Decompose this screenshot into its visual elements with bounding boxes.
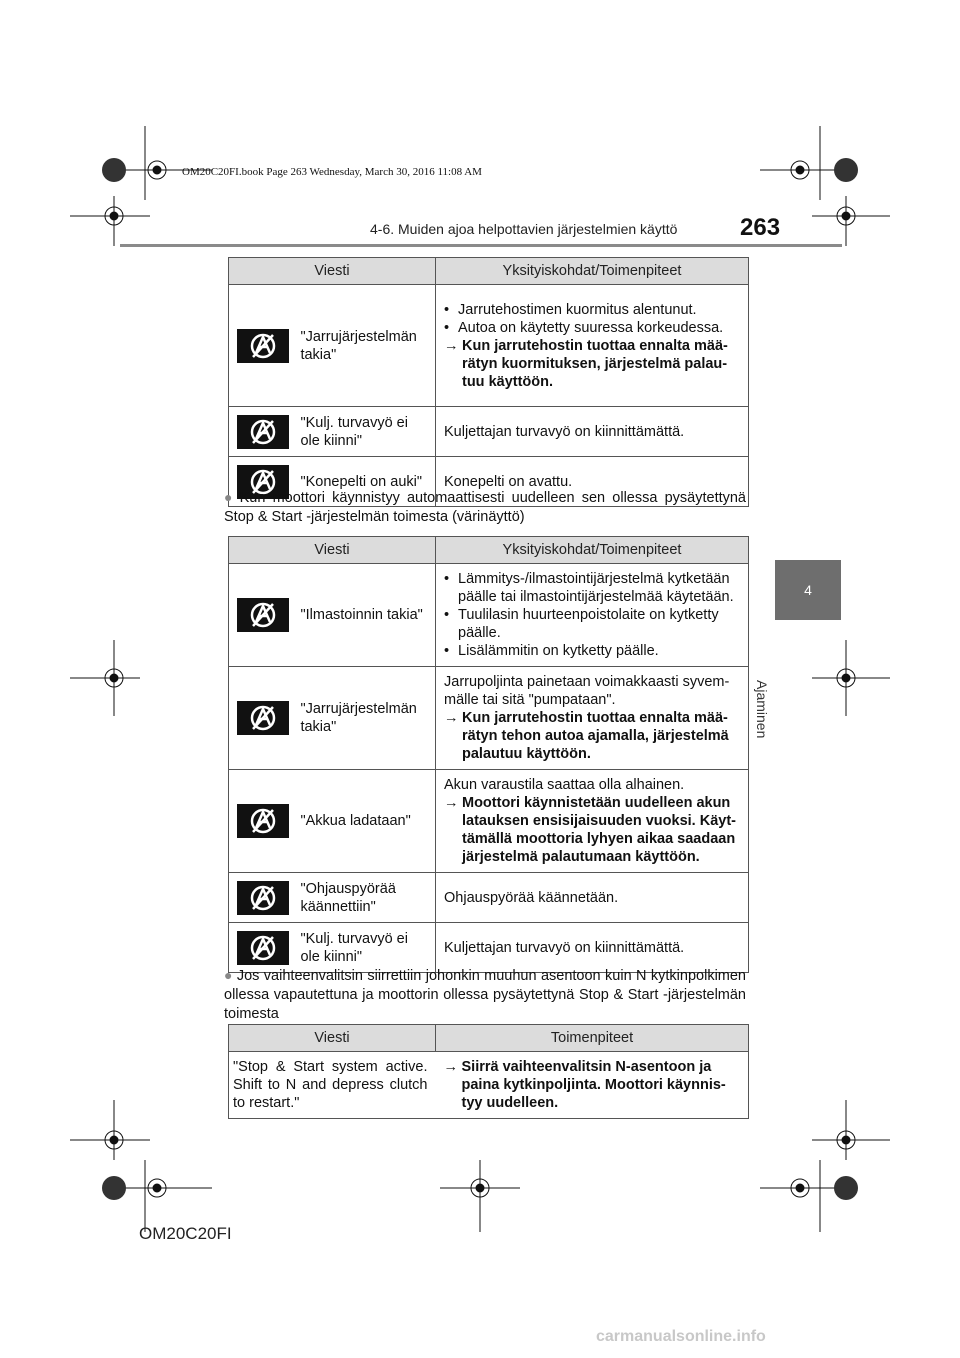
stop-start-warning-icon	[237, 415, 289, 449]
table-row	[229, 667, 749, 770]
message-text: "Jarrujärjestelmän takia"	[300, 667, 435, 770]
table-row	[229, 923, 749, 973]
list-item: • Lisälämmitin on kytketty päälle.	[444, 643, 659, 659]
action-item: → Kun jarrutehostin tuottaa ennalta määrätyn tehon autoa ajamalla, järjestelmä palautuu käyttöön.	[444, 710, 729, 762]
chapter-tab: 4	[775, 560, 841, 620]
message-table-3	[228, 1024, 749, 1119]
action-item: → Moottori käynnistetään uudelleen akun latauksen ensisijaisuuden vuoksi. Käyttämällä moottoria lyhyen aikaa saadaan järjestelmä palautumaan käyttöön.	[444, 795, 736, 865]
detail-text: Kuljettajan turvavyö on kiinnittämättä.	[436, 923, 749, 973]
message-text: "Ohjauspyörää käännettiin"	[300, 873, 435, 923]
table-row	[229, 770, 749, 873]
page-number: 263	[740, 214, 781, 241]
paragraph-intro-1: ● Kun moottori käynnistyy automaattisesti uudelleen sen ollessa pysäytettynä Stop & Start -järjestelmän toimesta (värinäyttö)	[224, 489, 746, 525]
table-row	[229, 873, 749, 923]
section-title: 4-6. Muiden ajoa helpottavien järjestelmien käyttö	[370, 221, 678, 237]
table-header-row	[229, 537, 749, 564]
column-header-message: Viesti	[229, 537, 436, 564]
column-header-message: Viesti	[229, 258, 436, 285]
footer-code: OM20C20FI	[139, 1224, 232, 1243]
bullet-dot-icon: ●	[224, 967, 233, 983]
message-table-1	[228, 257, 749, 507]
stop-start-warning-icon	[237, 804, 289, 838]
list-item: • Jarrutehostimen kuormitus alentunut.	[444, 301, 697, 318]
header-rule	[120, 244, 842, 247]
table-header-row	[229, 258, 749, 285]
action-item: → Kun jarrutehostin tuottaa ennalta määrätyn kuormituksen, järjestelmä palautuu käyttöön.	[444, 337, 728, 390]
table-row	[229, 407, 749, 457]
stop-start-warning-icon	[237, 598, 289, 632]
list-item: • Lämmitys-/ilmastointijärjestelmä kytketään päälle tai ilmastointijärjestelmää käytetään.	[444, 571, 734, 605]
table-row	[229, 285, 749, 407]
stop-start-warning-icon	[237, 931, 289, 965]
column-header-details: Yksityiskohdat/Toimenpiteet	[436, 258, 749, 285]
list-item: • Tuulilasin huurteenpoistolaite on kytketty päälle.	[444, 607, 719, 641]
message-text: "Kulj. turvavyö ei ole kiinni"	[300, 923, 435, 973]
chapter-label	[754, 650, 810, 739]
stop-start-warning-icon	[237, 701, 289, 735]
stop-start-warning-icon	[237, 329, 289, 363]
message-text: "Jarrujärjestelmän takia"	[300, 285, 435, 407]
detail-text: Konepelti on avattu.	[436, 457, 749, 507]
message-text: "Stop & Start system active. Shift to N and depress clutch to restart."	[229, 1052, 436, 1119]
table-header-row	[229, 1025, 749, 1052]
action-item: → Siirrä vaihteenvalitsin N-asentoon ja paina kytkinpoljinta. Moottori käynnistyy uudelleen.	[443, 1059, 726, 1111]
message-text: "Ilmastoinnin takia"	[300, 564, 435, 667]
column-header-details: Yksityiskohdat/Toimenpiteet	[436, 537, 749, 564]
list-item: • Autoa on käytetty suuressa korkeudessa.	[444, 319, 724, 336]
stop-start-warning-icon	[237, 881, 289, 915]
message-text: "Kulj. turvavyö ei ole kiinni"	[300, 407, 435, 457]
message-text: "Konepelti on auki"	[300, 457, 435, 507]
detail-text: Akun varaustila saattaa olla alhainen.	[444, 777, 685, 793]
watermark: carmanualsonline.info	[596, 1328, 766, 1345]
table-row	[229, 564, 749, 667]
table-row	[229, 1052, 749, 1119]
column-header-actions: Toimenpiteet	[436, 1025, 749, 1052]
message-table-2	[228, 536, 749, 973]
chapter-label-text: Ajaminen	[754, 680, 770, 739]
book-stamp: OM20C20FI.book Page 263 Wednesday, March 30, 2016 11:08 AM	[182, 166, 482, 178]
bullet-dot-icon: ●	[224, 489, 236, 505]
detail-text: Jarrupoljinta painetaan voimakkaasti syvemmälle tai sitä "pumpataan".	[444, 674, 730, 708]
column-header-message: Viesti	[229, 1025, 436, 1052]
message-text: "Akkua ladataan"	[300, 770, 435, 873]
detail-text: Kuljettajan turvavyö on kiinnittämättä.	[436, 407, 749, 457]
detail-text: Ohjauspyörää käännetään.	[436, 873, 749, 923]
paragraph-intro-2: ● Jos vaihteenvalitsin siirrettiin johonkin muuhun asentoon kuin N kytkinpolkimen ollessa vapautettuna ja moottorin ollessa pysäytettynä Stop & Start -järjestelmän toimesta	[224, 967, 746, 1022]
